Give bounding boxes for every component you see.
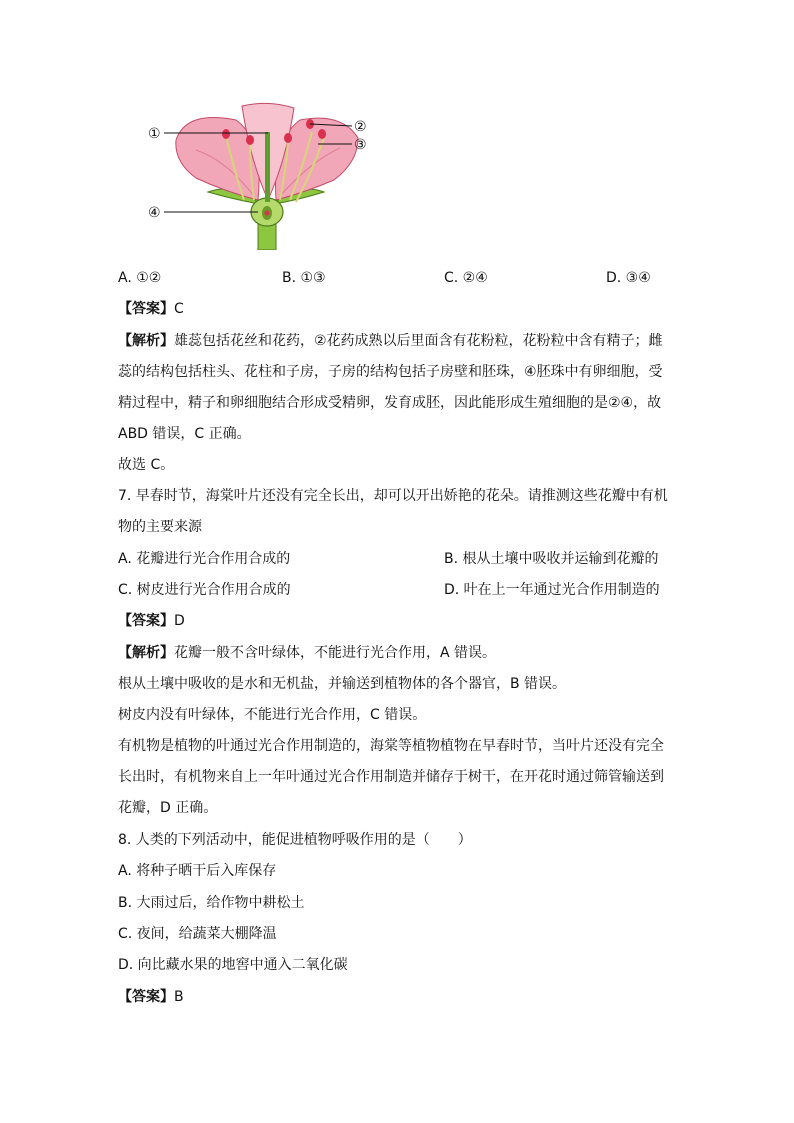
q6-option-b: B. ①③ — [282, 270, 326, 286]
q7-answer — [118, 611, 185, 631]
q7-analysis-line-4: 有机物是植物的叶通过光合作用制造的，海棠等植物植物在早春时节，当叶片还没有完全 — [118, 738, 664, 754]
q6-option-a: A. ①② — [118, 270, 162, 286]
answer-tag: 【答案】 — [118, 989, 174, 1005]
q8-option-c: C. 夜间，给蔬菜大棚降温 — [118, 926, 277, 942]
q7-option-d: D. 叶在上一年通过光合作用制造的 — [444, 582, 660, 598]
answer-tag: 【答案】 — [118, 613, 174, 629]
q7-analysis-line-3: 树皮内没有叶绿体，不能进行光合作用，C 错误。 — [118, 707, 427, 723]
q7-option-c: C. 树皮进行光合作用合成的 — [118, 582, 291, 598]
q6-option-c: C. ②④ — [444, 270, 488, 286]
label-3: ③ — [354, 137, 367, 153]
answer-tag: 【答案】 — [118, 301, 174, 317]
answer-value: B — [174, 989, 184, 1005]
analysis-text: 花瓣一般不含叶绿体，不能进行光合作用，A 错误。 — [174, 645, 497, 661]
analysis-tag: 【解析】 — [118, 645, 174, 661]
q7-stem-line-2: 物的主要来源 — [118, 519, 202, 535]
q6-option-d: D. ③④ — [606, 270, 651, 286]
q8-stem: 8. 人类的下列活动中，能促进植物呼吸作用的是（ ） — [118, 832, 472, 848]
q7-analysis-line-5: 长出时，有机物来自上一年叶通过光合作用制造并储存于树干，在开花时通过筛管输送到 — [118, 769, 664, 785]
label-2: ② — [354, 119, 367, 135]
q8-answer — [118, 987, 184, 1007]
q7-stem-line-1: 7. 早春时节，海棠叶片还没有完全长出，却可以开出娇艳的花朵。请推测这些花瓣中有机 — [118, 488, 668, 504]
q7-option-a: A. 花瓣进行光合作用合成的 — [118, 551, 291, 567]
q7-analysis-line-1 — [118, 643, 496, 663]
q8-option-a: A. 将种子晒干后入库保存 — [118, 863, 277, 879]
q6-answer — [118, 299, 184, 319]
q7-analysis-line-6: 花瓣，D 正确。 — [118, 800, 218, 816]
answer-value: D — [174, 613, 185, 629]
q6-analysis-line-2: 蕊的结构包括柱头、花柱和子房，子房的结构包括子房壁和胚珠，④胚珠中有卵细胞，受 — [118, 364, 663, 380]
q8-option-b: B. 大雨过后，给作物中耕松土 — [118, 895, 305, 911]
q6-analysis-line-1 — [118, 331, 663, 351]
label-4: ④ — [148, 205, 161, 221]
q6-analysis-line-4: ABD 错误，C 正确。 — [118, 426, 251, 442]
analysis-tag: 【解析】 — [118, 333, 174, 349]
answer-value: C — [174, 301, 184, 317]
label-1: ① — [148, 126, 161, 142]
q6-conclusion: 故选 C。 — [118, 457, 175, 473]
q7-analysis-line-2: 根从土壤中吸收的是水和无机盐，并输送到植物体的各个器官，B 错误。 — [118, 676, 567, 692]
flower-diagram — [146, 100, 386, 250]
q8-option-d: D. 向比藏水果的地窖中通入二氧化碳 — [118, 957, 348, 973]
analysis-text: 雄蕊包括花丝和花药，②花药成熟以后里面含有花粉粒，花粉粒中含有精子；雌 — [174, 333, 663, 349]
q6-analysis-line-3: 精过程中，精子和卵细胞结合形成受精卵，发育成胚，因此能形成生殖细胞的是②④，故 — [118, 395, 662, 411]
q7-option-b: B. 根从土壤中吸收并运输到花瓣的 — [444, 551, 659, 567]
